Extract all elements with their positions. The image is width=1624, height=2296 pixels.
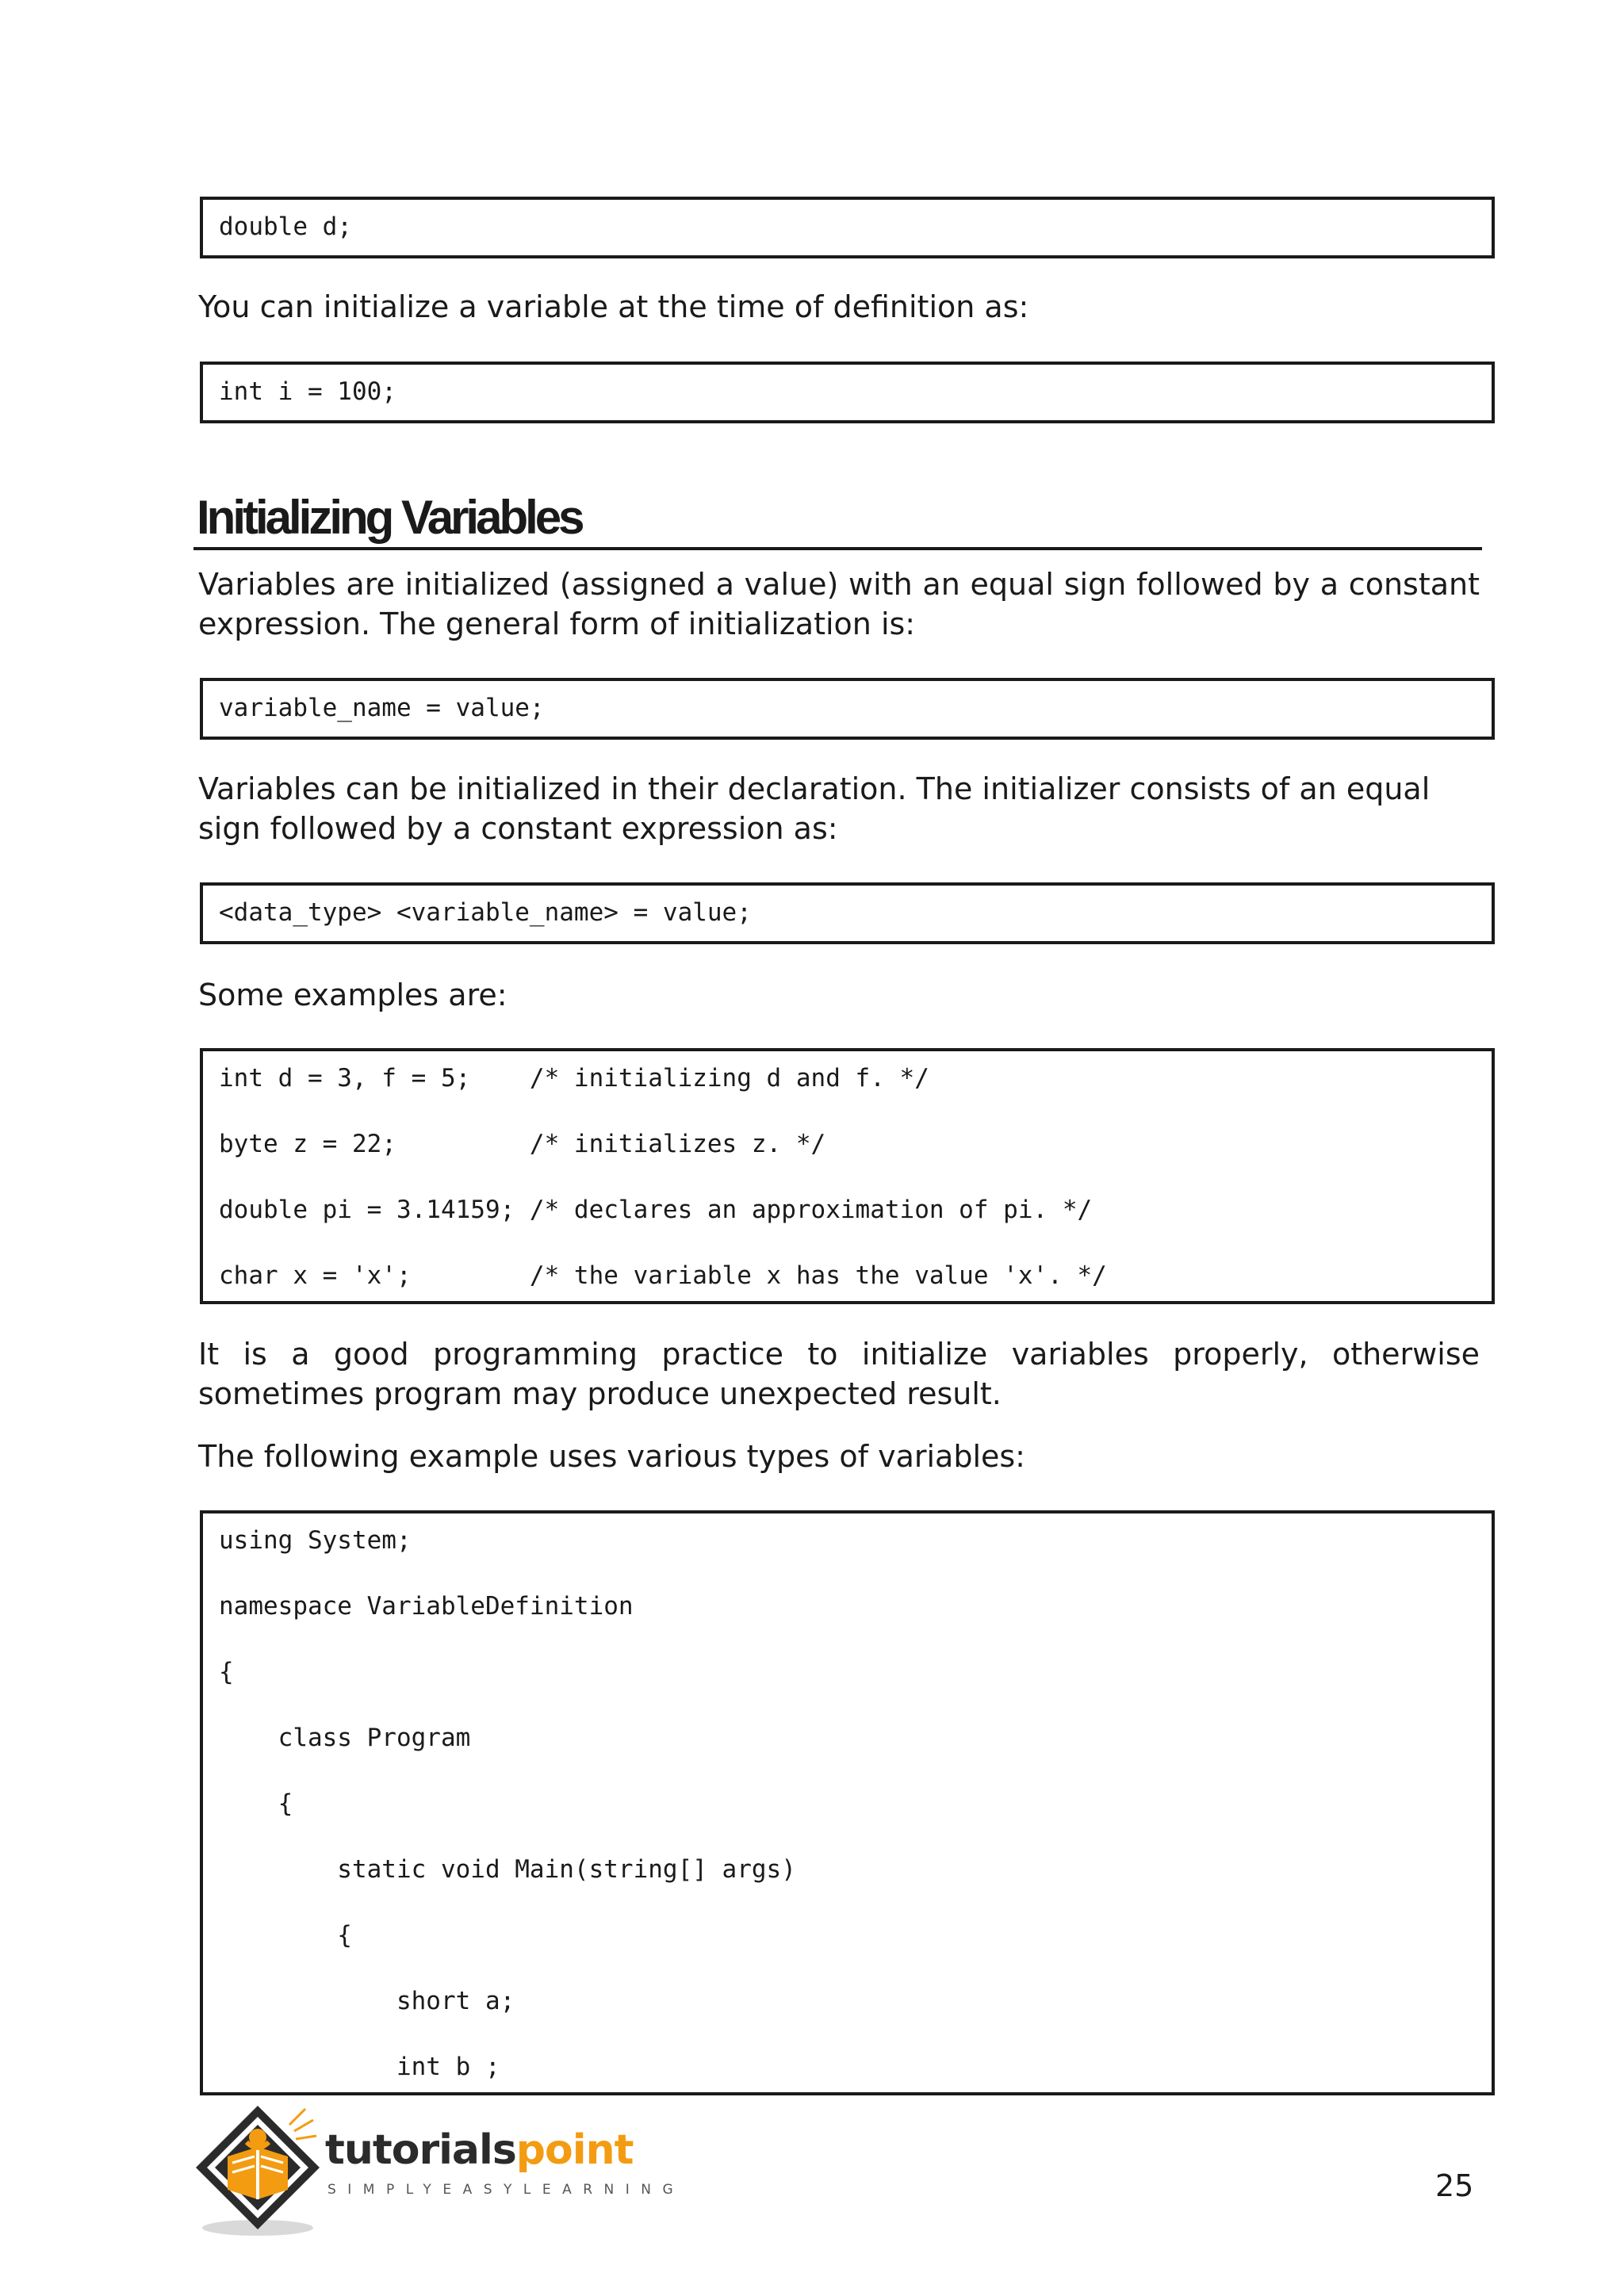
tutorialspoint-logo <box>194 2101 685 2240</box>
heading-underline <box>193 547 1482 550</box>
section-heading: Initializing Variables <box>197 491 582 544</box>
code-line: int i = 100; <box>219 377 396 406</box>
code-line: int d = 3, f = 5; /* initializing d and f. */ <box>219 1064 929 1093</box>
logo-word-tutorials: tutorials <box>325 2126 516 2174</box>
code-line: byte z = 22; /* initializes z. */ <box>219 1130 826 1158</box>
logo-emblem-icon <box>194 2101 329 2240</box>
paragraph-initialized-declaration: Variables can be initialized in their declaration. The initializer consists of an equal sign followed by a constant expression as: <box>198 771 1431 846</box>
code-line: <data_type> <variable_name> = value; <box>219 898 752 927</box>
code-block-general-form <box>200 678 1495 740</box>
logo-wordmark <box>325 2126 633 2174</box>
code-line: { <box>219 1658 234 1686</box>
code-block-declaration-form <box>200 882 1495 944</box>
code-block-program <box>200 1510 1495 2095</box>
code-block-double-declaration <box>200 197 1495 258</box>
code-line: class Program <box>219 1724 471 1752</box>
paragraph-examples-intro: Some examples are: <box>198 978 508 1012</box>
code-line: using System; <box>219 1526 412 1555</box>
paragraph-good-practice: It is a good programming practice to initialize variables properly, otherwise sometimes program may produce unexpected result. <box>198 1337 1480 1411</box>
code-line: { <box>219 1789 293 1818</box>
code-line: char x = 'x'; /* the variable x has the value 'x'. */ <box>219 1261 1107 1290</box>
logo-tagline: SIMPLYEASYLEARNING <box>327 2182 685 2198</box>
logo-word-point: point <box>515 2126 634 2174</box>
code-line: int b ; <box>219 2053 500 2081</box>
code-block-int-initialization <box>200 362 1495 423</box>
code-line: variable_name = value; <box>219 694 545 722</box>
code-line: static void Main(string[] args) <box>219 1855 796 1884</box>
code-block-examples <box>200 1048 1495 1304</box>
code-line: double d; <box>219 212 352 241</box>
code-line: namespace VariableDefinition <box>219 1592 634 1621</box>
paragraph-init-at-definition: You can initialize a variable at the time of definition as: <box>198 289 1029 324</box>
code-line: { <box>219 1921 352 1950</box>
paragraph-following-example: The following example uses various types of variables: <box>198 1439 1025 1474</box>
code-line: double pi = 3.14159; /* declares an approximation of pi. */ <box>219 1196 1093 1224</box>
page-number: 25 <box>1435 2168 1474 2203</box>
paragraph-initialized-intro: Variables are initialized (assigned a value) with an equal sign followed by a constant expression. The general form of initialization is: <box>198 567 1480 641</box>
code-line: short a; <box>219 1987 515 2015</box>
